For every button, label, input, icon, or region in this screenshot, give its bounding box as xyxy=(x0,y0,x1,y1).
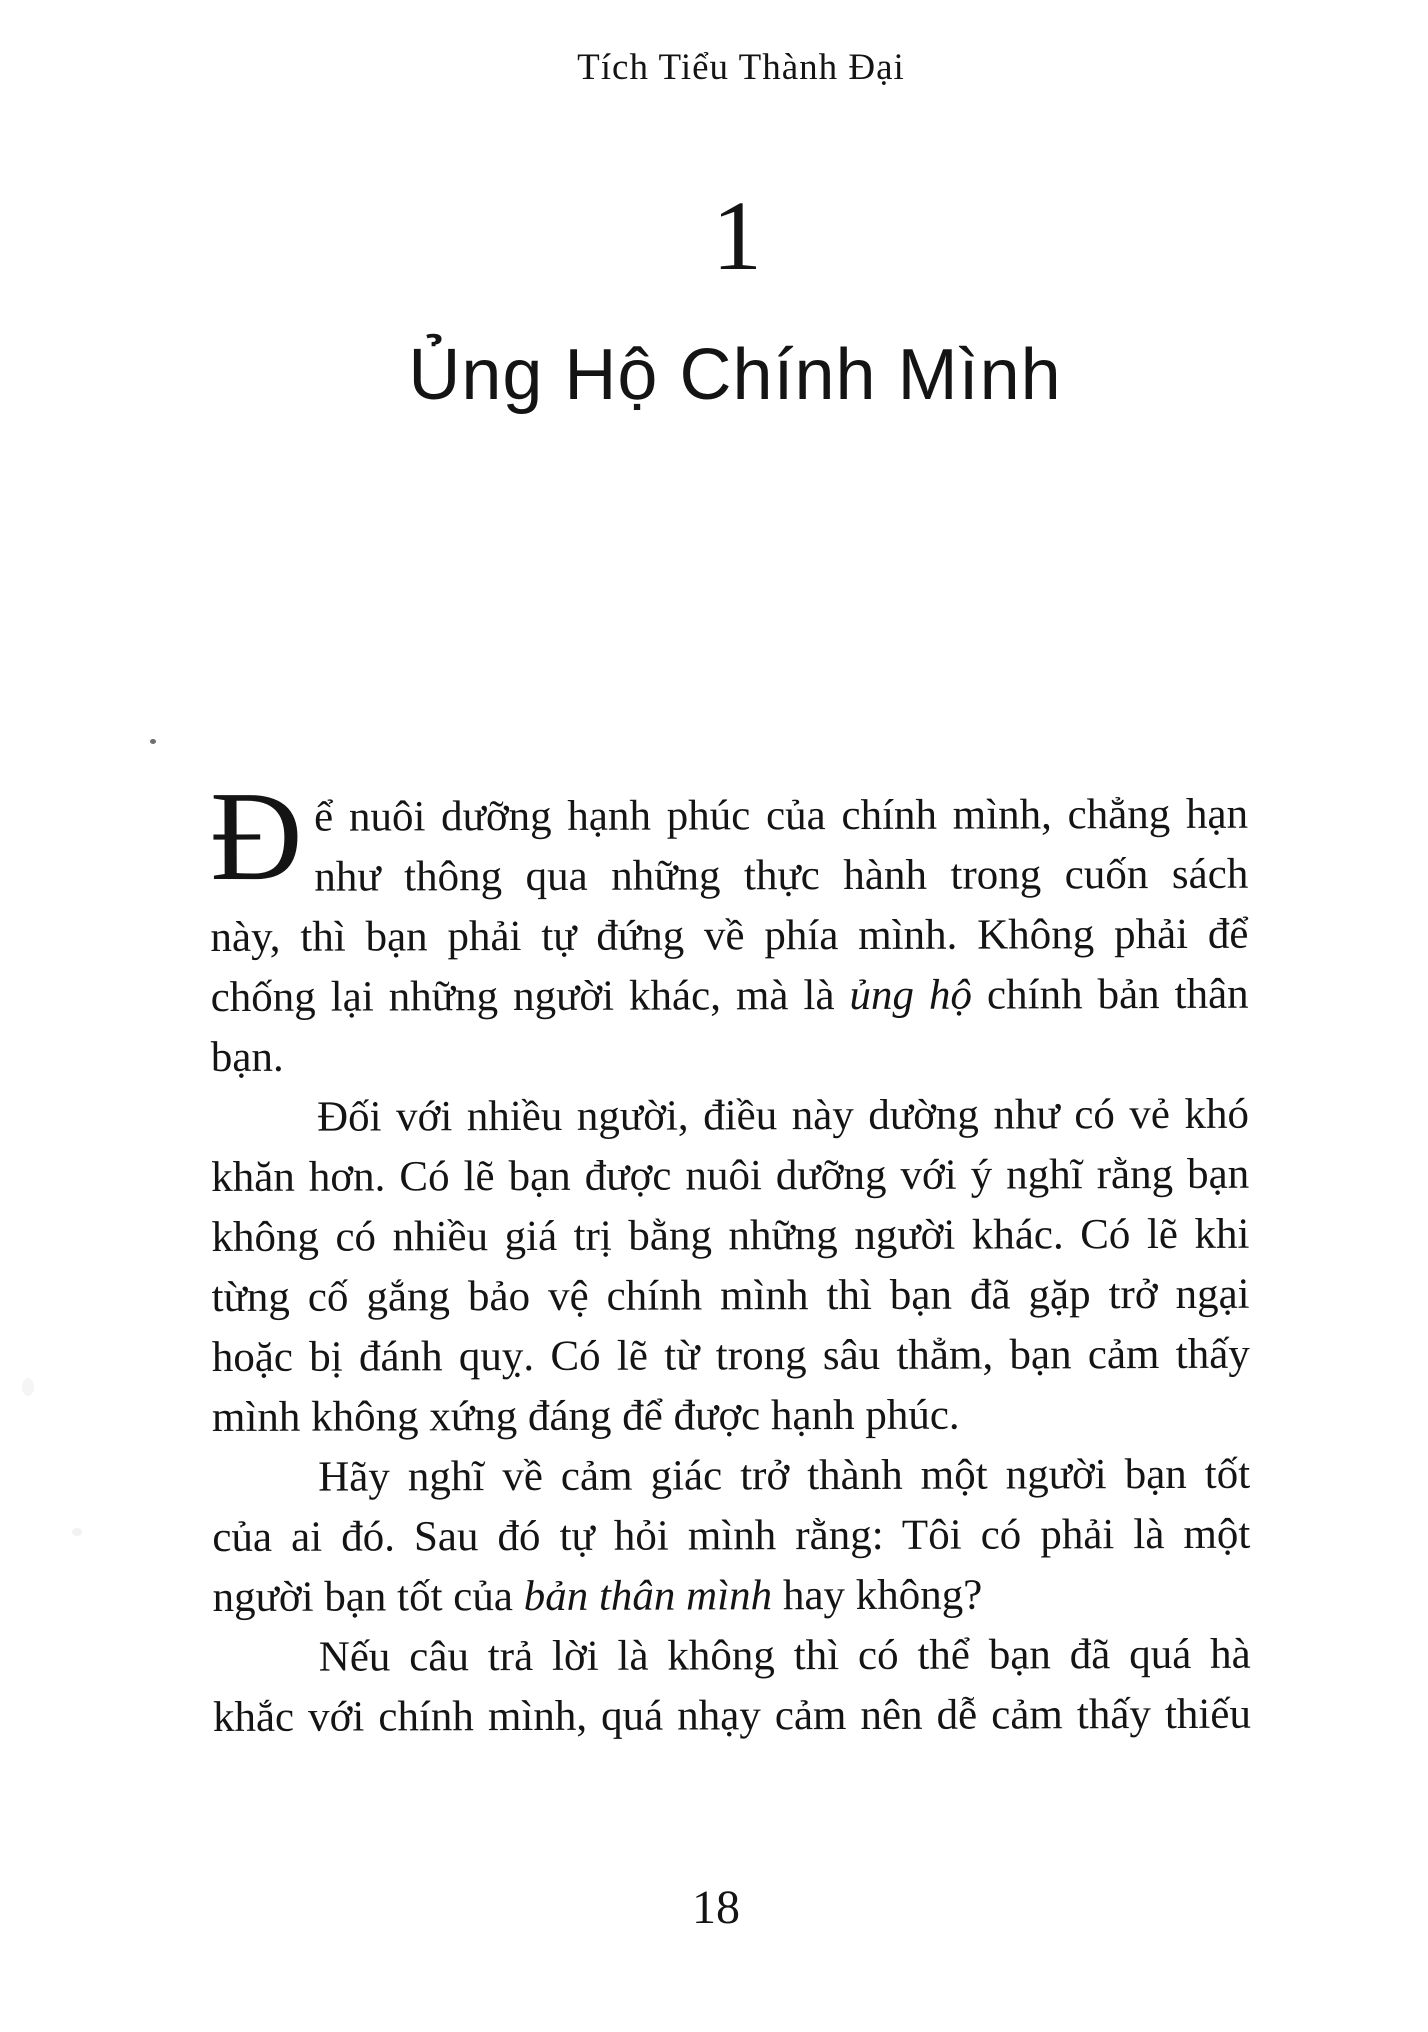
chapter-number: 1 xyxy=(712,180,762,291)
text-segment: hoặc bị đánh quỵ. Có lẽ từ trong sâu thẳm, bạn cảm thấy xyxy=(211,1330,1250,1381)
text-segment: Đối với nhiều người, điều này dường như có vẻ khó xyxy=(316,1090,1250,1141)
text-segment: bạn. xyxy=(210,1033,284,1081)
drop-cap: Đ xyxy=(209,764,303,907)
text-segment: người bạn tốt của xyxy=(212,1573,524,1621)
text-segment: khăn hơn. Có lẽ bạn được nuôi dưỡng với ý nghĩ rằng bạn xyxy=(211,1150,1250,1201)
body-line xyxy=(210,785,1248,848)
page-number: 18 xyxy=(692,1881,740,1934)
text-segment: chính bản thân xyxy=(971,970,1249,1019)
text-segment: Nếu câu trả lời là không thì có thể bạn đã quá hà xyxy=(318,1630,1251,1681)
body-line xyxy=(213,1685,1251,1748)
body-line xyxy=(212,1565,1250,1628)
text-segment: chống lại những người khác, mà là xyxy=(210,971,850,1021)
body-line xyxy=(212,1385,1250,1448)
italic-text: bản thân mình xyxy=(523,1572,773,1621)
italic-text: ủng hộ xyxy=(849,971,973,1019)
text-segment: này, thì bạn phải tự đứng về phía mình. Không phải để xyxy=(210,910,1249,961)
body-line xyxy=(210,905,1248,968)
paragraph xyxy=(213,1625,1251,1748)
body-line xyxy=(211,965,1249,1028)
body-line xyxy=(212,1505,1250,1568)
text-segment: Hãy nghĩ về cảm giác trở thành một người bạn tốt xyxy=(318,1450,1251,1501)
body-line xyxy=(211,1205,1249,1268)
chapter-title: Ủng Hộ Chính Mình xyxy=(408,335,1062,415)
scan-smudge xyxy=(22,1378,34,1396)
scan-speck xyxy=(150,739,156,744)
text-segment: như thông qua những thực hành trong cuốn sách xyxy=(314,850,1249,901)
body-line xyxy=(212,1445,1250,1508)
body-line xyxy=(213,1625,1251,1688)
text-segment: từng cố gắng bảo vệ chính mình thì bạn đã gặp trở ngại xyxy=(211,1270,1250,1321)
text-segment: khắc với chính mình, quá nhạy cảm nên dễ cảm thấy thiếu xyxy=(212,1690,1251,1741)
body-line xyxy=(212,1265,1250,1328)
text-segment: mình không xứng đáng để được hạnh phúc. xyxy=(211,1391,960,1441)
text-segment: hay không? xyxy=(772,1571,983,1620)
body-line xyxy=(211,1025,1249,1088)
text-segment: không có nhiều giá trị bằng những người khác. Có lẽ khi xyxy=(211,1210,1250,1261)
paragraph xyxy=(212,1445,1251,1628)
paragraph xyxy=(211,1085,1250,1448)
body-line xyxy=(211,1085,1249,1148)
body-line xyxy=(210,845,1248,908)
body-line xyxy=(211,1145,1249,1208)
paragraph xyxy=(210,785,1249,1088)
body-text xyxy=(209,764,1251,1748)
body-line xyxy=(212,1325,1250,1388)
scan-smudge xyxy=(72,1528,82,1536)
running-head: Tích Tiểu Thành Đại xyxy=(577,47,905,88)
text-segment: của ai đó. Sau đó tự hỏi mình rằng: Tôi có phải là một xyxy=(212,1510,1251,1561)
text-segment: ể nuôi dưỡng hạnh phúc của chính mình, chẳng hạn xyxy=(314,790,1249,841)
